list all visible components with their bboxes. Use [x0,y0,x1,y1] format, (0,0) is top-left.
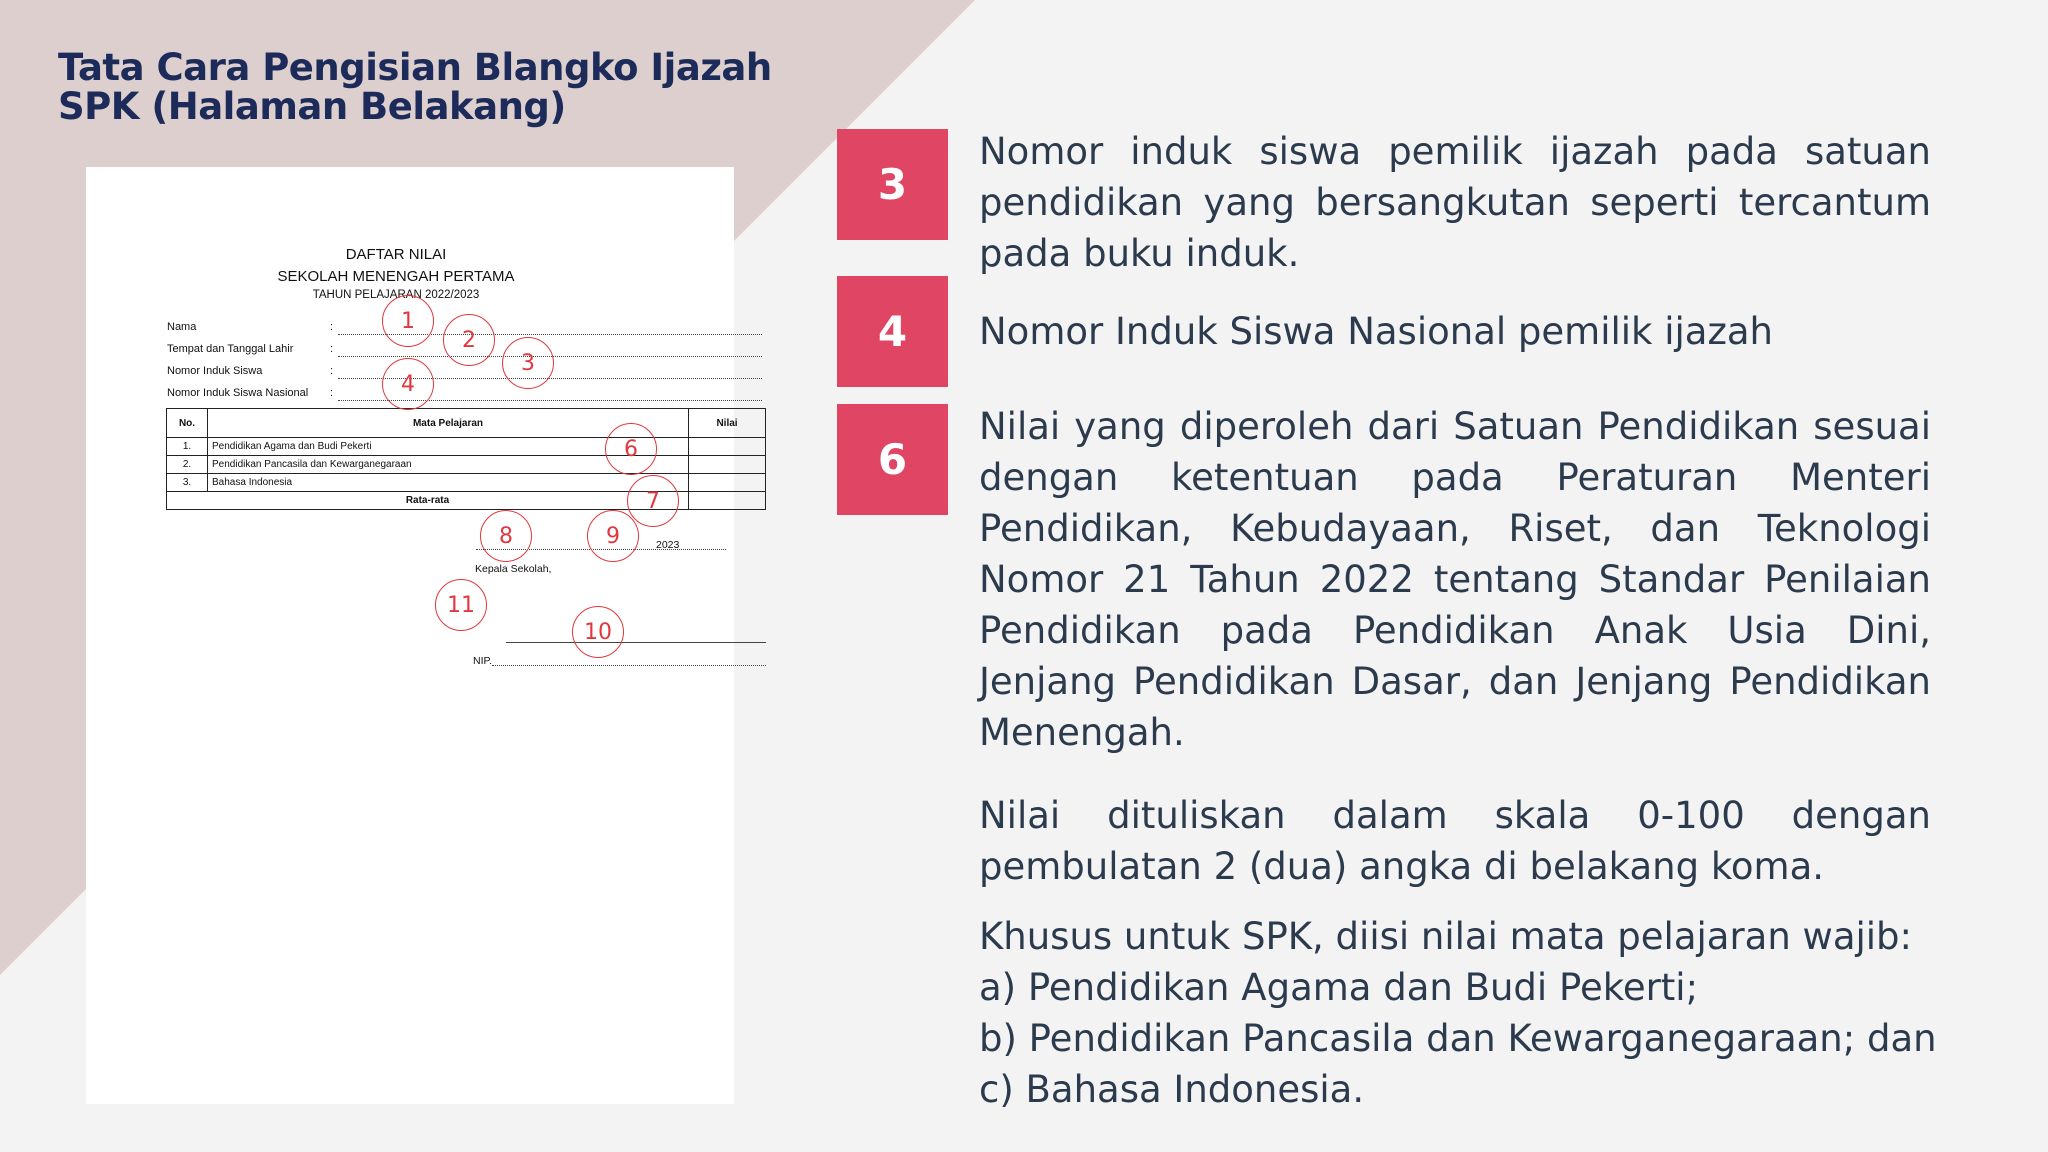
marker-9: 9 [587,510,639,562]
item-badge-4: 4 [837,276,948,387]
field-label-nis: Nomor Induk Siswa [167,365,263,377]
header-score: Nilai [689,409,766,438]
table-row [167,438,766,456]
field-colon: : [330,343,334,355]
scale-note: Nilai dituliskan dalam skala 0-100 dengan pembulatan 2 (dua) angka di belakang koma. [979,794,1931,888]
marker-6: 6 [605,423,657,475]
spk-note-intro: Khusus untuk SPK, diisi nilai mata pelajaran wajib: [979,915,1913,958]
average-score [689,492,766,510]
spk-note-item-a: a) Pendidikan Agama dan Budi Pekerti; [979,966,1699,1009]
marker-7: 7 [627,475,679,527]
field-label-nisn: Nomor Induk Siswa Nasional [167,387,309,399]
row-no: 2. [167,456,208,474]
date-year: 2023 [656,539,680,551]
spk-note [979,911,1937,1115]
row-subject: Pendidikan Agama dan Budi Pekerti [208,438,689,456]
marker-11: 11 [435,579,487,631]
form-title: DAFTAR NILAI [345,246,447,263]
header-no: No. [167,409,208,438]
slide-title [58,48,798,126]
marker-1: 1 [382,295,434,347]
slide-title-line-2: SPK (Halaman Belakang) [58,85,566,128]
signature-line [506,642,766,643]
row-subject: Pendidikan Pancasila dan Kewarganegaraan [208,456,689,474]
average-label: Rata-rata [167,492,689,510]
marker-3: 3 [502,337,554,389]
spk-note-item-c: c) Bahasa Indonesia. [979,1068,1365,1111]
row-no: 1. [167,438,208,456]
form-year: TAHUN PELAJARAN 2022/2023 [312,289,480,301]
field-colon: : [330,365,334,377]
row-score [689,456,766,474]
marker-8: 8 [480,510,532,562]
form-preview [86,167,738,1104]
item-text-3: Nomor induk siswa pemilik ijazah pada satuan pendidikan yang bersangkutan seperti tercantum pada buku induk. [979,130,1931,275]
marker-10: 10 [572,606,624,658]
nip-label: NIP. [473,655,493,667]
slide-title-line-1: Tata Cara Pengisian Blangko Ijazah [58,46,772,89]
item-text-4: Nomor Induk Siswa Nasional pemilik ijazah [979,310,1774,353]
item-badge-6: 6 [837,404,948,515]
row-score [689,474,766,492]
field-colon: : [330,321,334,333]
principal-label: Kepala Sekolah, [475,563,552,575]
row-subject: Bahasa Indonesia [208,474,689,492]
header-subject: Mata Pelajaran [208,409,689,438]
item-badge-3: 3 [837,129,948,240]
table-header-row [167,409,766,438]
marker-2: 2 [443,314,495,366]
field-colon: : [330,387,334,399]
spk-note-item-b: b) Pendidikan Pancasila dan Kewarganegaraan; dan [979,1017,1937,1060]
table-row [167,456,766,474]
item-text-6: Nilai yang diperoleh dari Satuan Pendidikan sesuai dengan ketentuan pada Peraturan Menteri Pendidikan, Kebudayaan, Riset, dan Teknologi Nomor 21 Tahun 2022 tentang Standar Penilaian Pendidikan pada Pendidikan Anak Usia Dini, Jenjang Pendidikan Dasar, dan Jenjang Pendidikan Menengah. [979,405,1931,754]
nip-line [492,665,766,666]
field-label-nama: Nama [167,321,197,333]
row-no: 3. [167,474,208,492]
form-school: SEKOLAH MENENGAH PERTAMA [277,268,515,285]
row-score [689,438,766,456]
field-label-ttl: Tempat dan Tanggal Lahir [167,343,294,355]
marker-4: 4 [382,358,434,410]
